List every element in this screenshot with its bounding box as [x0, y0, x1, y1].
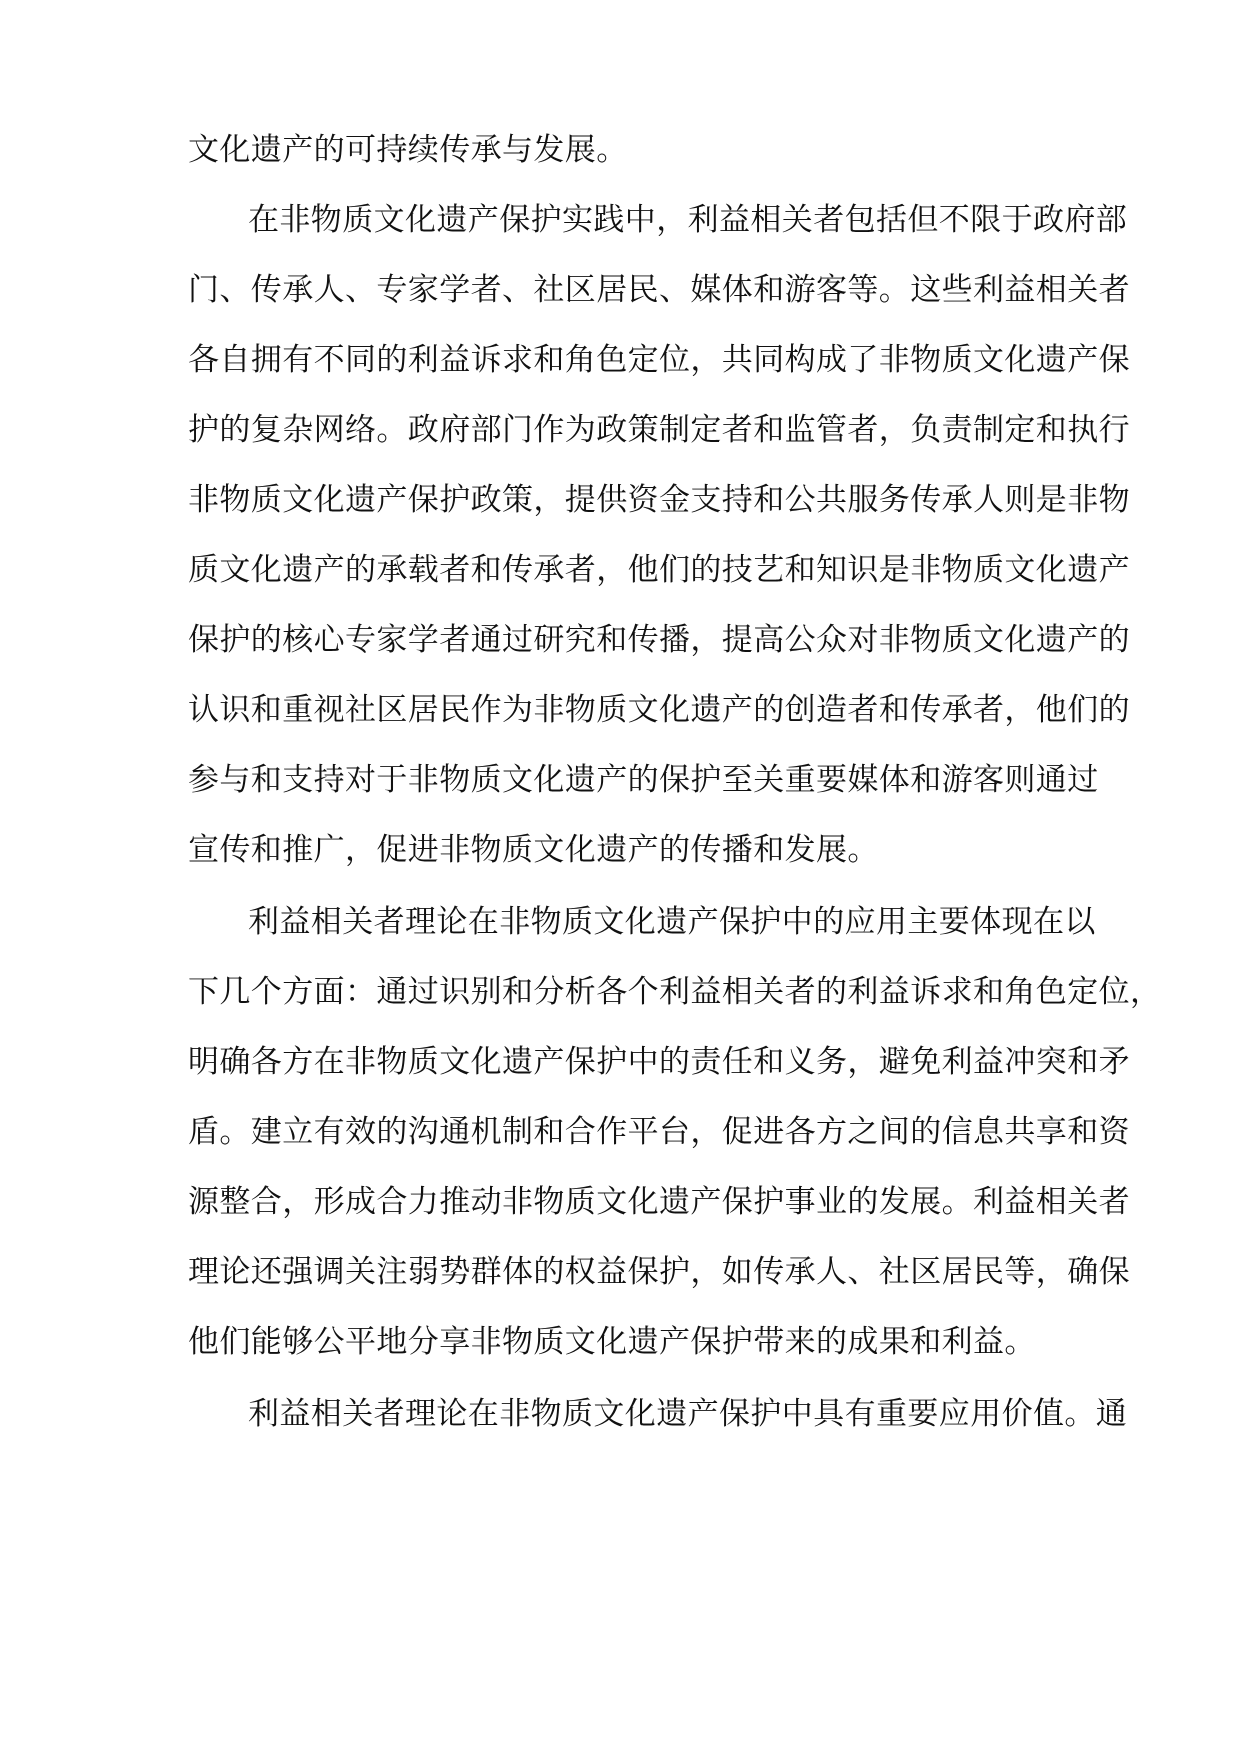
- text-line: 他们能够公平地分享非物质文化遗产保护带来的成果和利益。: [188, 1324, 1036, 1360]
- text-line: 非物质文化遗产保护政策，提供资金支持和公共服务传承人则是非物: [188, 482, 1130, 518]
- text-line: 理论还强调关注弱势群体的权益保护，如传承人、社区居民等，确保: [188, 1254, 1130, 1290]
- text-line: 文化遗产的可持续传承与发展。: [188, 132, 628, 168]
- text-line: 利益相关者理论在非物质文化遗产保护中的应用主要体现在以: [248, 904, 1096, 940]
- text-line: 保护的核心专家学者通过研究和传播，提高公众对非物质文化遗产的: [188, 622, 1130, 658]
- text-line: 源整合，形成合力推动非物质文化遗产保护事业的发展。利益相关者: [188, 1184, 1130, 1220]
- text-line: 下几个方面：通过识别和分析各个利益相关者的利益诉求和角色定位，: [188, 974, 1162, 1010]
- text-line: 参与和支持对于非物质文化遗产的保护至关重要媒体和游客则通过: [188, 762, 1099, 798]
- text-line: 各自拥有不同的利益诉求和角色定位，共同构成了非物质文化遗产保: [188, 342, 1130, 378]
- text-line: 认识和重视社区居民作为非物质文化遗产的创造者和传承者，他们的: [188, 692, 1130, 728]
- text-line: 宣传和推广，促进非物质文化遗产的传播和发展。: [188, 832, 879, 868]
- text-line: 在非物质文化遗产保护实践中，利益相关者包括但不限于政府部: [248, 202, 1128, 238]
- text-line: 门、传承人、专家学者、社区居民、媒体和游客等。这些利益相关者: [188, 272, 1130, 308]
- text-line: 质文化遗产的承载者和传承者，他们的技艺和知识是非物质文化遗产: [188, 552, 1130, 588]
- text-line: 利益相关者理论在非物质文化遗产保护中具有重要应用价值。通: [248, 1396, 1128, 1432]
- text-line: 盾。建立有效的沟通机制和合作平台，促进各方之间的信息共享和资: [188, 1114, 1130, 1150]
- text-line: 护的复杂网络。政府部门作为政策制定者和监管者，负责制定和执行: [188, 412, 1130, 448]
- text-line: 明确各方在非物质文化遗产保护中的责任和义务，避免利益冲突和矛: [188, 1044, 1130, 1080]
